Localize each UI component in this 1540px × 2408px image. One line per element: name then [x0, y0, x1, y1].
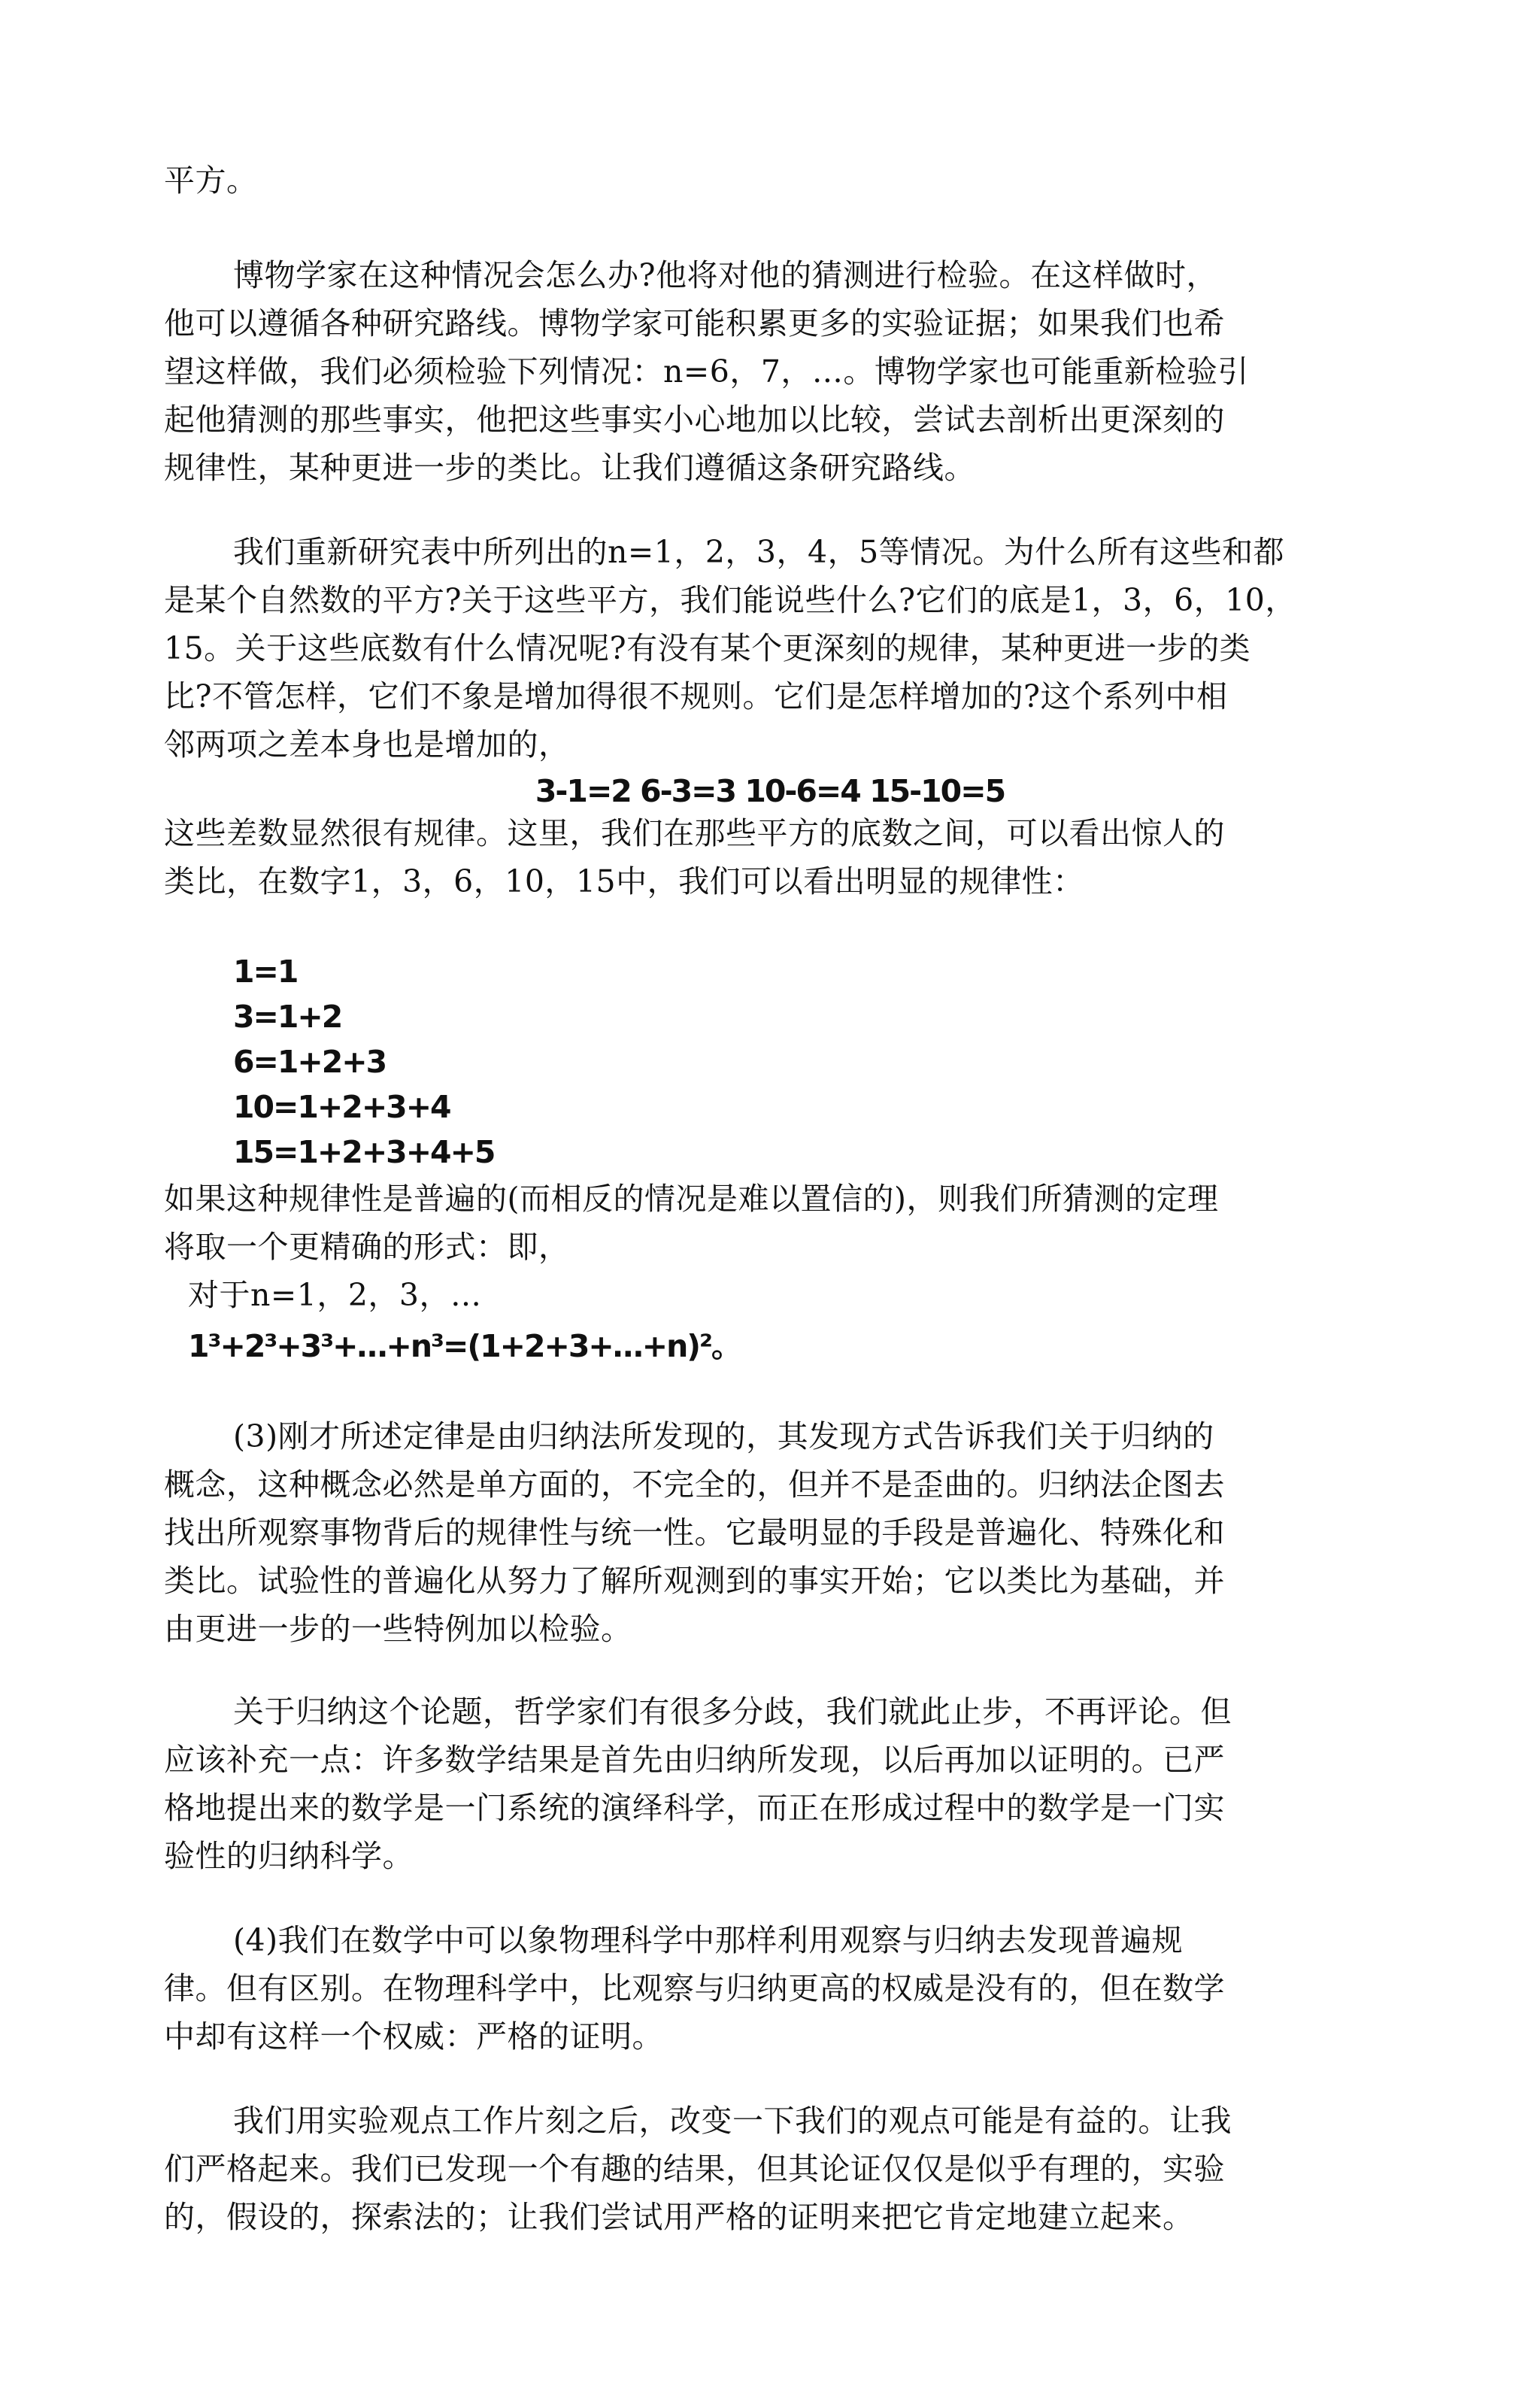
- text-line: 望这样做，我们必须检验下列情况：n=6，7，…。博物学家也可能重新检验引: [164, 353, 1249, 390]
- sum-formula: 3=1+2: [233, 999, 342, 1035]
- text-line: 是某个自然数的平方?关于这些平方，我们能说些什么?它们的底是1，3，6，10，: [164, 582, 1296, 618]
- text-line: 规律性，某种更进一步的类比。让我们遵循这条研究路线。: [164, 450, 975, 486]
- text-line: 中却有这样一个权威：严格的证明。: [164, 2018, 663, 2055]
- text-line: 们严格起来。我们已发现一个有趣的结果，但其论证仅仅是似乎有理的，实验: [164, 2151, 1225, 2187]
- text-line: 15。关于这些底数有什么情况呢?有没有某个更深刻的规律，某种更进一步的类: [164, 630, 1251, 666]
- text-line: (4)我们在数学中可以象物理科学中那样利用观察与归纳去发现普遍规: [233, 1922, 1184, 1958]
- cubes-formula: 1³+2³+3³+…+n³=(1+2+3+…+n)²。: [188, 1328, 741, 1364]
- text-line: 由更进一步的一些特例加以检验。: [164, 1611, 632, 1647]
- text-line: 起他猜测的那些事实，他把这些事实小心地加以比较，尝试去剖析出更深刻的: [164, 402, 1225, 438]
- text-line: 平方。: [164, 162, 258, 199]
- text-line: 律。但有区别。在物理科学中，比观察与归纳更高的权威是没有的，但在数学: [164, 1970, 1225, 2006]
- sum-formula: 1=1: [233, 954, 298, 990]
- text-line: 验性的归纳科学。: [164, 1838, 414, 1874]
- text-line: 格地提出来的数学是一门系统的演绎科学，而正在形成过程中的数学是一门实: [164, 1790, 1225, 1826]
- sum-formula: 10=1+2+3+4: [233, 1089, 450, 1125]
- text-line: 邻两项之差本身也是增加的，: [164, 726, 570, 763]
- text-line: 博物学家在这种情况会怎么办?他将对他的猜测进行检验。在这样做时，: [233, 257, 1217, 293]
- text-line: 的，假设的，探索法的；让我们尝试用严格的证明来把它肯定地建立起来。: [164, 2199, 1194, 2235]
- text-line: 他可以遵循各种研究路线。博物学家可能积累更多的实验证据；如果我们也希: [164, 305, 1225, 341]
- text-line: 应该补充一点：许多数学结果是首先由归纳所发现，以后再加以证明的。已严: [164, 1742, 1225, 1778]
- text-line: (3)刚才所述定律是由归纳法所发现的，其发现方式告诉我们关于归纳的: [233, 1418, 1214, 1454]
- text-line: 类比。试验性的普遍化从努力了解所观测到的事实开始；它以类比为基础，并: [164, 1563, 1225, 1599]
- text-line: 比?不管怎样，它们不象是增加得很不规则。它们是怎样增加的?这个系列中相: [164, 678, 1228, 714]
- text-line: 概念，这种概念必然是单方面的，不完全的，但并不是歪曲的。归纳法企图去: [164, 1466, 1225, 1503]
- text-line: 我们重新研究表中所列出的n=1，2，3，4，5等情况。为什么所有这些和都: [233, 534, 1285, 570]
- text-line: 如果这种规律性是普遍的(而相反的情况是难以置信的)，则我们所猜测的定理: [164, 1181, 1219, 1217]
- text-line: 我们用实验观点工作片刻之后，改变一下我们的观点可能是有益的。让我: [233, 2103, 1232, 2139]
- sum-formula: 6=1+2+3: [233, 1044, 387, 1080]
- text-line: 这些差数显然很有规律。这里，我们在那些平方的底数之间，可以看出惊人的: [164, 815, 1225, 851]
- text-line: 找出所观察事物背后的规律性与统一性。它最明显的手段是普遍化、特殊化和: [164, 1515, 1225, 1551]
- differences-formula: 3-1=2 6-3=3 10-6=4 15-10=5: [535, 773, 1005, 809]
- text-line: 将取一个更精确的形式：即，: [164, 1229, 570, 1265]
- text-line: 对于n=1，2，3，…: [188, 1277, 482, 1313]
- text-line: 类比，在数字1，3，6，10，15中，我们可以看出明显的规律性：: [164, 863, 1084, 899]
- sum-formula: 15=1+2+3+4+5: [233, 1134, 495, 1170]
- text-line: 关于归纳这个论题，哲学家们有很多分歧，我们就此止步，不再评论。但: [233, 1694, 1232, 1730]
